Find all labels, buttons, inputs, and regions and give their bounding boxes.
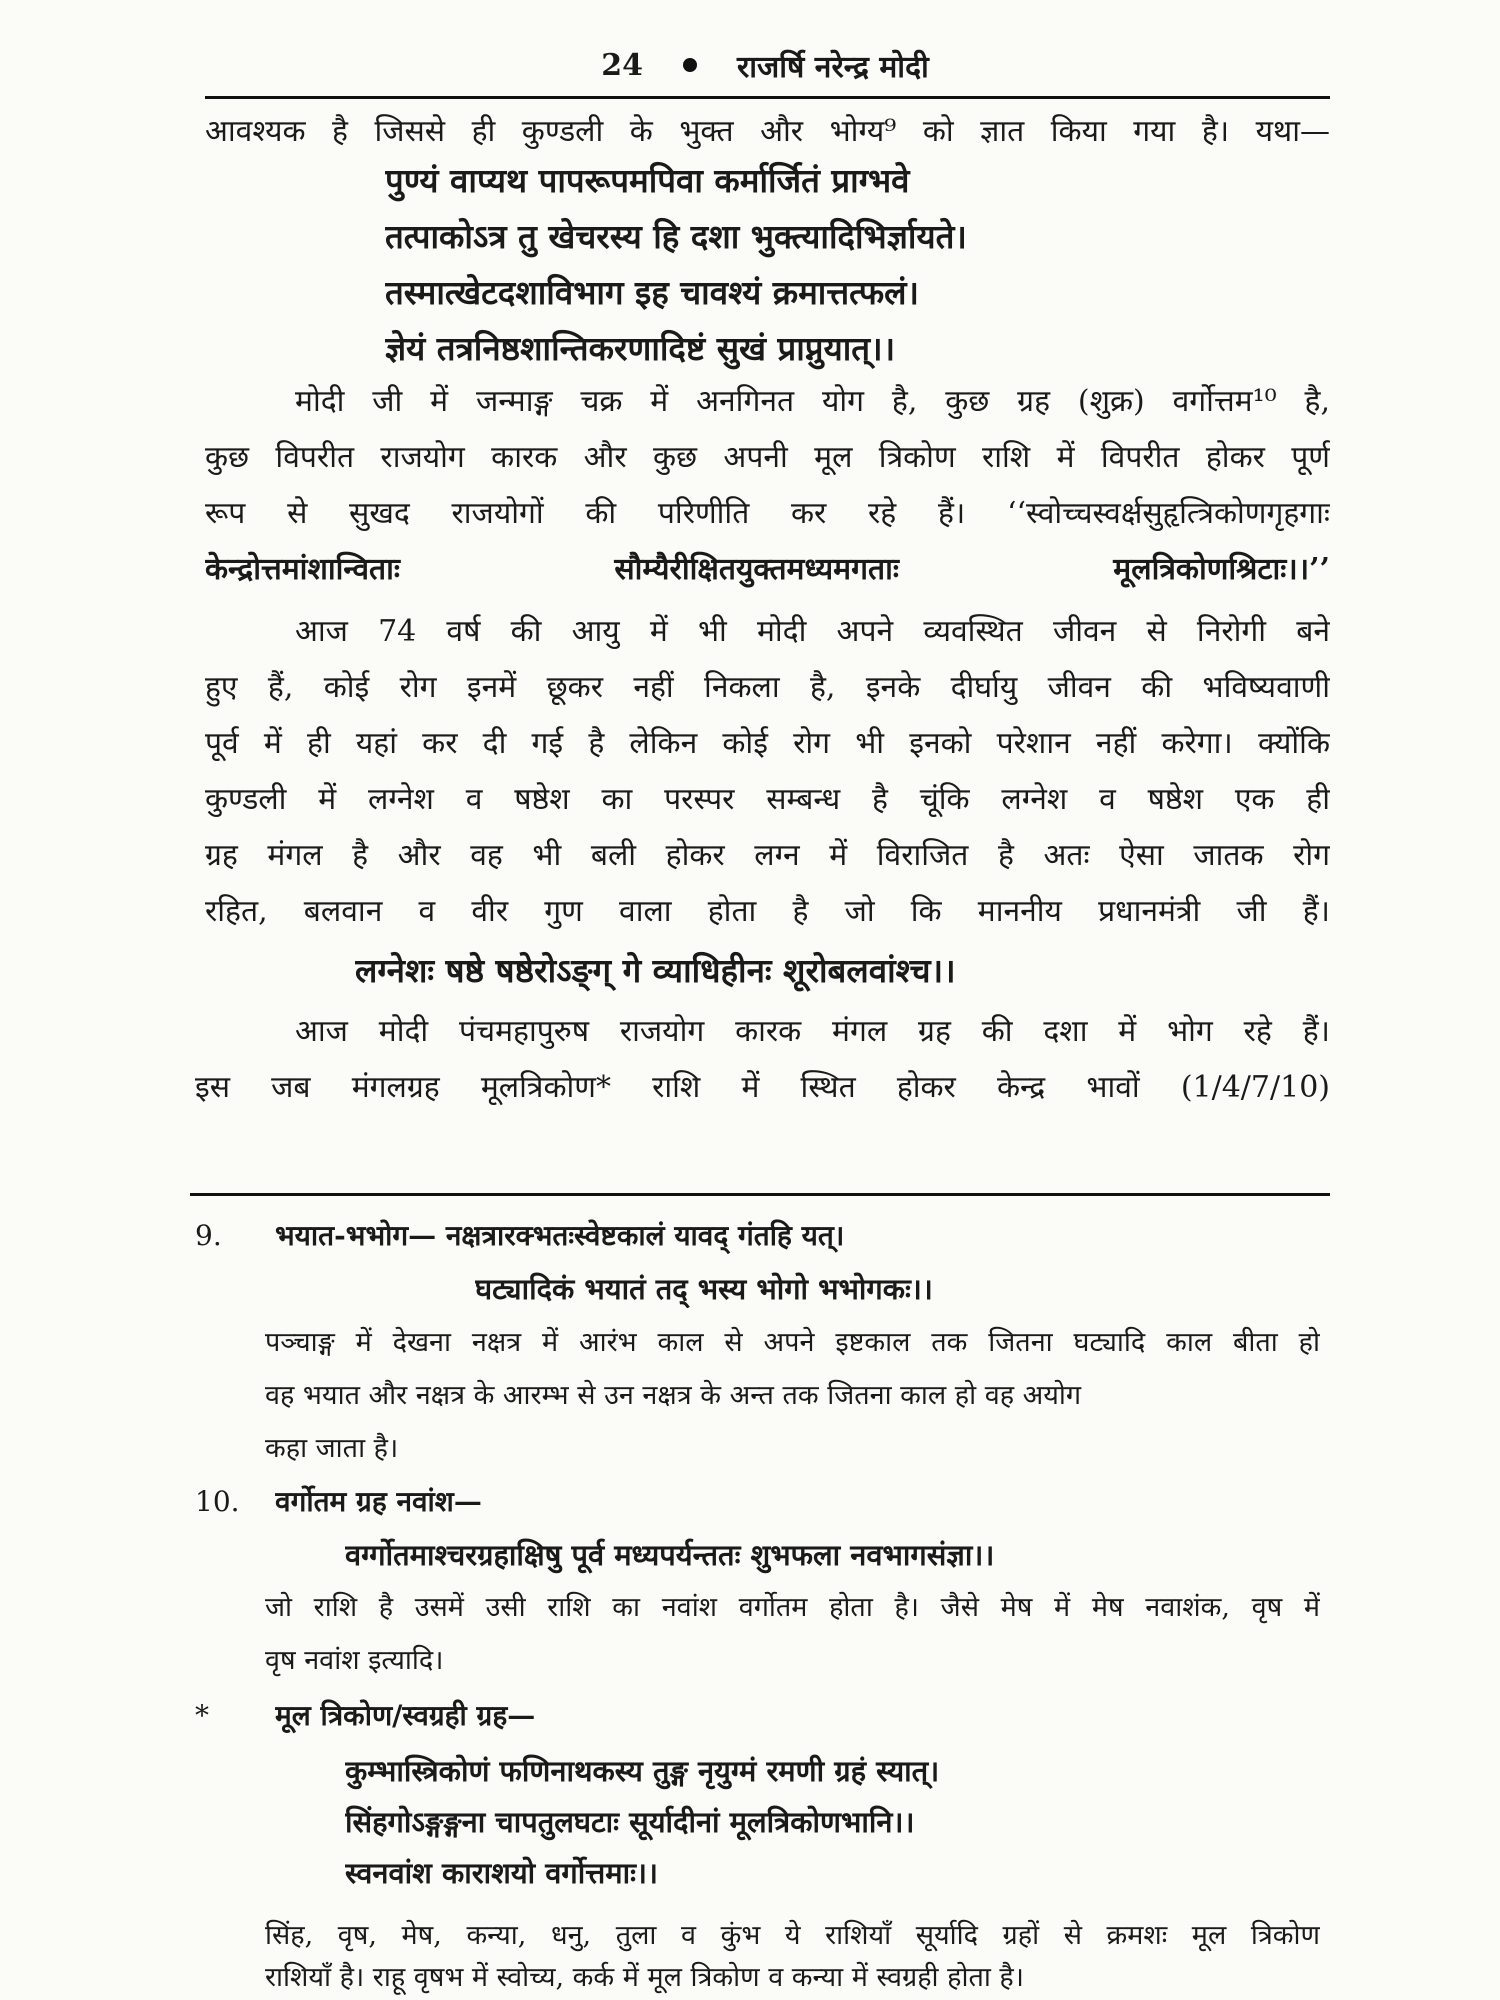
- footnote-heading: वर्गोतम ग्रह नवांश—: [275, 1485, 482, 1518]
- body-line: ग्रह मंगल है और वह भी बली होकर लग्न में विराजित है अतः ऐसा जातक रोग: [205, 838, 1330, 873]
- footnote-number: 9.: [195, 1219, 222, 1252]
- header-rule: [205, 96, 1330, 99]
- bullet-icon: [683, 58, 697, 72]
- body-line: आवश्यक है जिससे ही कुण्डली के भुक्त और भोग्य⁹ को ज्ञात किया गया है। यथा—: [205, 114, 1330, 149]
- sloka-line: तस्मात्खेटदशाविभाग इह चावश्यं क्रमात्तत्फलं।: [385, 273, 920, 312]
- running-title: राजर्षि नरेन्द्र मोदी: [736, 49, 929, 85]
- footnote-sloka: सिंहगोऽङ्गङ्गना चापतुलघटाः सूर्यादीनां मूलत्रिकोणभानि।।: [345, 1805, 915, 1839]
- footnote-text: कहा जाता है।: [265, 1433, 399, 1464]
- sloka-line: लग्नेशः षष्ठे षष्ठेरोऽङ्ग् गे व्याधिहीनः शूरोबलवांश्च।।: [355, 951, 956, 990]
- page-header: [200, 40, 1330, 90]
- footnote-text: पञ्चाङ्ग में देखना नक्षत्र में आरंभ काल से अपने इष्टकाल तक जितना घट्यादि काल बीता हो: [265, 1327, 1320, 1358]
- sloka-line: ज्ञेयं तत्रनिष्ठशान्तिकरणादिष्टं सुखं प्राप्नुयात्।।: [385, 329, 896, 368]
- footnote-text: जो राशि है उसमें उसी राशि का नवांश वर्गोतम होता है। जैसे मेष में मेष नवाशंक, वृष में: [265, 1592, 1320, 1623]
- footnote-sloka: कुम्भास्त्रिकोणं फणिनाथकस्य तुङ्ग नृयुग्मं रमणी ग्रहं स्यात्।: [345, 1754, 940, 1788]
- body-line: कुछ विपरीत राजयोग कारक और कुछ अपनी मूल त्रिकोण राशि में विपरीत होकर पूर्ण: [205, 440, 1330, 475]
- footnote-sloka: स्वनवांश काराशयो वर्गोत्तमाः।।: [345, 1856, 658, 1890]
- body-line: मोदी जी में जन्माङ्ग चक्र में अनगिनत योग है, कुछ ग्रह (शुक्र) वर्गोत्तम¹⁰ है,: [295, 384, 1330, 419]
- body-line: आज मोदी पंचमहापुरुष राजयोग कारक मंगल ग्रह की दशा में भोग रहे हैं।: [295, 1014, 1330, 1049]
- body-line: हुए हैं, कोई रोग इनमें छूकर नहीं निकला है, इनके दीर्घायु जीवन की भविष्यवाणी: [205, 670, 1330, 705]
- body-line: केन्द्रोत्तमांशान्विताः सौम्यैरीक्षितयुक्तमध्यमगताः मूलत्रिकोणश्रिटाः।।’’: [205, 552, 1330, 587]
- sloka-line: पुण्यं वाप्यथ पापरूपमपिवा कर्मार्जितं प्राग्भवे: [385, 161, 910, 200]
- footnote-text: वह भयात और नक्षत्र के आरम्भ से उन नक्षत्र के अन्त तक जितना काल हो वह अयोग: [265, 1380, 1082, 1411]
- footnote-text: राशियाँ है। राहू वृषभ में स्वोच्य, कर्क में मूल त्रिकोण व कन्या में स्वग्रही होता है।: [265, 1962, 1024, 1993]
- page-number: 24: [601, 47, 643, 83]
- body-line: रहित, बलवान व वीर गुण वाला होता है जो कि माननीय प्रधानमंत्री जी हैं।: [205, 894, 1330, 929]
- footnote-sloka: घट्यादिकं भयातं तद् भस्य भोगो भभोगकः।।: [475, 1272, 933, 1306]
- footnote-number: 10.: [195, 1485, 240, 1518]
- body-line: कुण्डली में लग्नेश व षष्ठेश का परस्पर सम्बन्ध है चूंकि लग्नेश व षष्ठेश एक ही: [205, 782, 1330, 817]
- footnote-text: वृष नवांश इत्यादि।: [265, 1645, 444, 1676]
- body-line: पूर्व में ही यहां कर दी गई है लेकिन कोई रोग भी इनको परेशान नहीं करेगा। क्योंकि: [205, 726, 1330, 761]
- sloka-line: तत्पाकोऽत्र तु खेचरस्य हि दशा भुक्त्यादिभिर्ज्ञायते।: [385, 217, 967, 256]
- body-line: आज 74 वर्ष की आयु में भी मोदी अपने व्यवस्थित जीवन से निरोगी बने: [295, 614, 1330, 649]
- body-line: इस जब मंगलग्रह मूलत्रिकोण* राशि में स्थित होकर केन्द्र भावों (1/4/7/10): [195, 1070, 1330, 1105]
- footnote-heading: मूल त्रिकोण/स्वग्रही ग्रह—: [275, 1699, 536, 1732]
- body-line: रूप से सुखद राजयोगों की परिणीति कर रहे हैं। ‘‘स्वोच्चस्वर्क्षसुहृत्त्रिकोणगृहगाः: [205, 496, 1330, 531]
- footnote-heading: भयात-भभोग— नक्षत्रारक्भतःस्वेष्टकालं यावद् गंतहि यत्।: [275, 1219, 845, 1252]
- footnote-rule: [190, 1193, 1330, 1196]
- footnote-text: सिंह, वृष, मेष, कन्या, धनु, तुला व कुंभ ये राशियाँ सूर्यादि ग्रहों से क्रमशः मूल त्रिकोण: [265, 1920, 1320, 1951]
- footnote-number: *: [195, 1699, 209, 1732]
- footnote-sloka: वर्ग्गोतमाश्चरग्रहाक्षिषु पूर्व मध्यपर्यन्ततः शुभफला नवभागसंज्ञा।।: [345, 1538, 995, 1572]
